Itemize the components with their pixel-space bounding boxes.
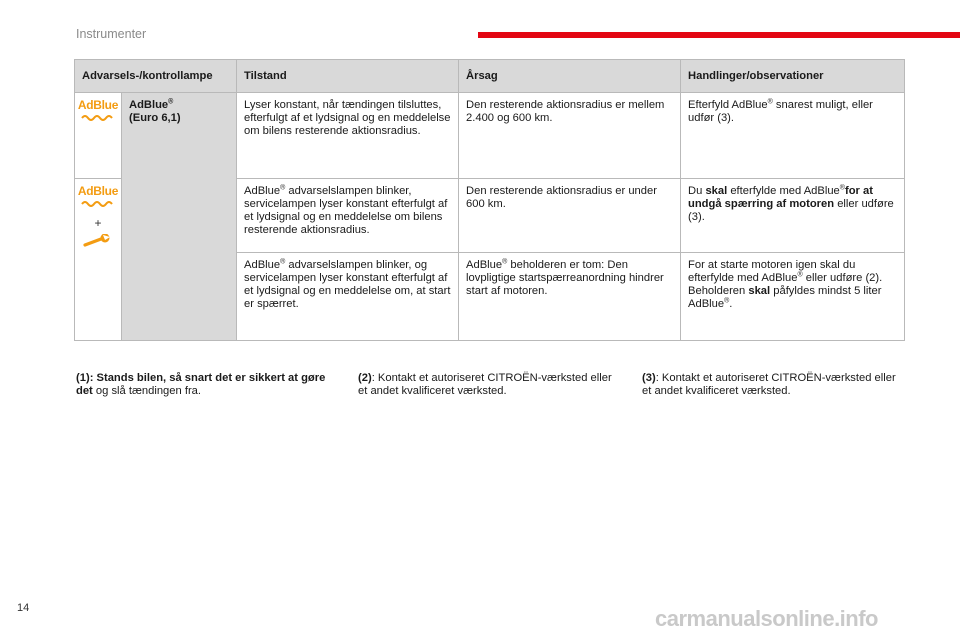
- page-number: 14: [17, 602, 30, 614]
- handling-cell: For at starte motoren igen skal du efterfylde med AdBlue® eller udføre (2). Beholderen skal påfyldes mindst 5 liter AdBlue®.: [681, 253, 905, 341]
- footnote-3: (3): Kontakt et autoriseret CITROËN-værksted eller et andet kvalificeret værksted.: [642, 372, 896, 397]
- handling-cell: Efterfyld AdBlue® snarest muligt, eller udfør (3).: [681, 93, 905, 179]
- lamp-cell: [75, 93, 122, 179]
- watermark: carmanualsonline.info: [655, 606, 878, 631]
- col-header-arsag: Årsag: [459, 60, 681, 93]
- footnote-2: (2): Kontakt et autoriseret CITROËN-værksted eller et andet kvalificeret værksted.: [358, 372, 612, 397]
- footnote-1: (1): Stands bilen, så snart det er sikkert at gøre det og slå tændingen fra.: [76, 372, 326, 397]
- lamp-name: AdBlue: [129, 99, 169, 111]
- col-header-lamp: Advarsels-/kontrollampe: [75, 60, 237, 93]
- arsag-cell: Den resterende aktionsradius er under 600 km.: [459, 179, 681, 253]
- lamp-subtitle: (Euro 6,1): [129, 112, 181, 124]
- table-header-row: [75, 60, 905, 93]
- table-row: [75, 93, 905, 179]
- lamp-cell: [75, 179, 122, 341]
- lamp-name-cell: AdBlue® (Euro 6,1): [122, 93, 237, 341]
- arsag-cell: AdBlue® beholderen er tom: Den lovpligtige startspærreanordning hindrer start af motoren.: [459, 253, 681, 341]
- handling-cell: Du skal efterfylde med AdBlue®for at undgå spærring af motoren eller udføre (3).: [681, 179, 905, 253]
- tilstand-cell: Lyser konstant, når tændingen tilsluttes, efterfulgt af et lydsignal og en meddelelse om bilens resterende aktionsradius.: [237, 93, 459, 179]
- plus-sign: +: [94, 216, 102, 230]
- tilstand-cell: AdBlue® advarselslampen blinker, og servicelampen lyser konstant efterfulgt af et lydsignal og en meddelelse om, at start er spærret.: [237, 253, 459, 341]
- col-header-handlinger: Handlinger/observationer: [681, 60, 905, 93]
- warning-lamp-table: [74, 59, 905, 341]
- wrench-icon: [83, 234, 113, 248]
- col-header-tilstand: Tilstand: [237, 60, 459, 93]
- adblue-icon: AdBlue: [78, 185, 118, 211]
- tilstand-cell: AdBlue® advarselslampen blinker, servicelampen lyser konstant efterfulgt af et lydsignal og en meddelelse om bilens resterende aktionsradius.: [237, 179, 459, 253]
- header-red-bar: [478, 32, 960, 38]
- arsag-cell: Den resterende aktionsradius er mellem 2.400 og 600 km.: [459, 93, 681, 179]
- section-title: Instrumenter: [76, 27, 147, 41]
- adblue-icon: AdBlue: [78, 99, 118, 125]
